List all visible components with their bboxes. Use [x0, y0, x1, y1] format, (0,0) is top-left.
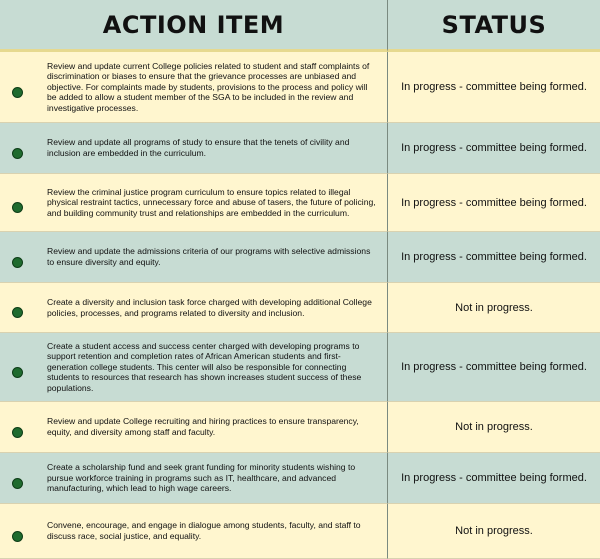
status-text: In progress - committee being formed.: [388, 232, 600, 283]
table-row-action: [0, 402, 388, 453]
action-text: Create a student access and success center charged with developing programs to support retention and completion rates of African American students and first-generation college students. This center will also be responsible for connecting students to resources that research has shown increases student success of these populations.: [47, 340, 362, 393]
table-row-action: [0, 453, 388, 504]
action-text: Review and update current College policies related to student and staff complaints of discrimination or biases to ensure that the grievance processes are unbiased and objective. For complaints made by students, provisions to the process and policy will be added to allow a student member of the SGA to be included in the review and investigative processes.: [47, 60, 370, 113]
status-text: In progress - committee being formed.: [388, 333, 600, 402]
bullet-icon: [12, 478, 23, 489]
table-row-action: [0, 232, 388, 283]
bullet-icon: [12, 257, 23, 268]
table-row-action: [0, 174, 388, 232]
action-text: Review and update all programs of study to ensure that the tenets of civility and inclusion are embedded in the curriculum.: [47, 137, 350, 158]
bullet-icon: [12, 202, 23, 213]
action-text: Review and update College recruiting and hiring practices to ensure transparency, equity, and diversity among staff and faculty.: [47, 416, 359, 437]
bullet-icon: [12, 87, 23, 98]
status-text: In progress - committee being formed.: [388, 52, 600, 123]
bullet-icon: [12, 148, 23, 159]
table-row-action: [0, 333, 388, 402]
table-row-action: [0, 504, 388, 559]
status-text: Not in progress.: [388, 504, 600, 559]
header-action-item: ACTION ITEM: [0, 0, 388, 52]
header-status: STATUS: [388, 0, 600, 52]
status-text: Not in progress.: [388, 283, 600, 333]
status-text: In progress - committee being formed.: [388, 123, 600, 174]
bullet-icon: [12, 367, 23, 378]
bullet-icon: [12, 427, 23, 438]
status-text: In progress - committee being formed.: [388, 174, 600, 232]
status-text: Not in progress.: [388, 402, 600, 453]
action-text: Convene, encourage, and engage in dialogue among students, faculty, and staff to discuss race, social justice, and equality.: [47, 520, 361, 541]
status-text: In progress - committee being formed.: [388, 453, 600, 504]
action-text: Review the criminal justice program curriculum to ensure topics related to illegal physical restraint tactics, unnecessary force and abuse of tasers, the future of policing, and building community trust and relationships are embedded in the curriculum.: [47, 186, 376, 218]
action-text: Review and update the admissions criteria of our programs with selective admissions to ensure diversity and equity.: [47, 246, 371, 267]
action-text: Create a scholarship fund and seek grant funding for minority students wishing to pursue workforce training in programs such as IT, healthcare, and advanced manufacturing, which lead to high wage careers.: [47, 462, 356, 494]
bullet-icon: [12, 307, 23, 318]
table-row-action: [0, 283, 388, 333]
action-text: Create a diversity and inclusion task force charged with developing additional College policies, processes, and programs related to diversity and inclusion.: [47, 296, 372, 318]
table-row-action: [0, 52, 388, 123]
bullet-icon: [12, 531, 23, 542]
table-row-action: [0, 123, 388, 174]
